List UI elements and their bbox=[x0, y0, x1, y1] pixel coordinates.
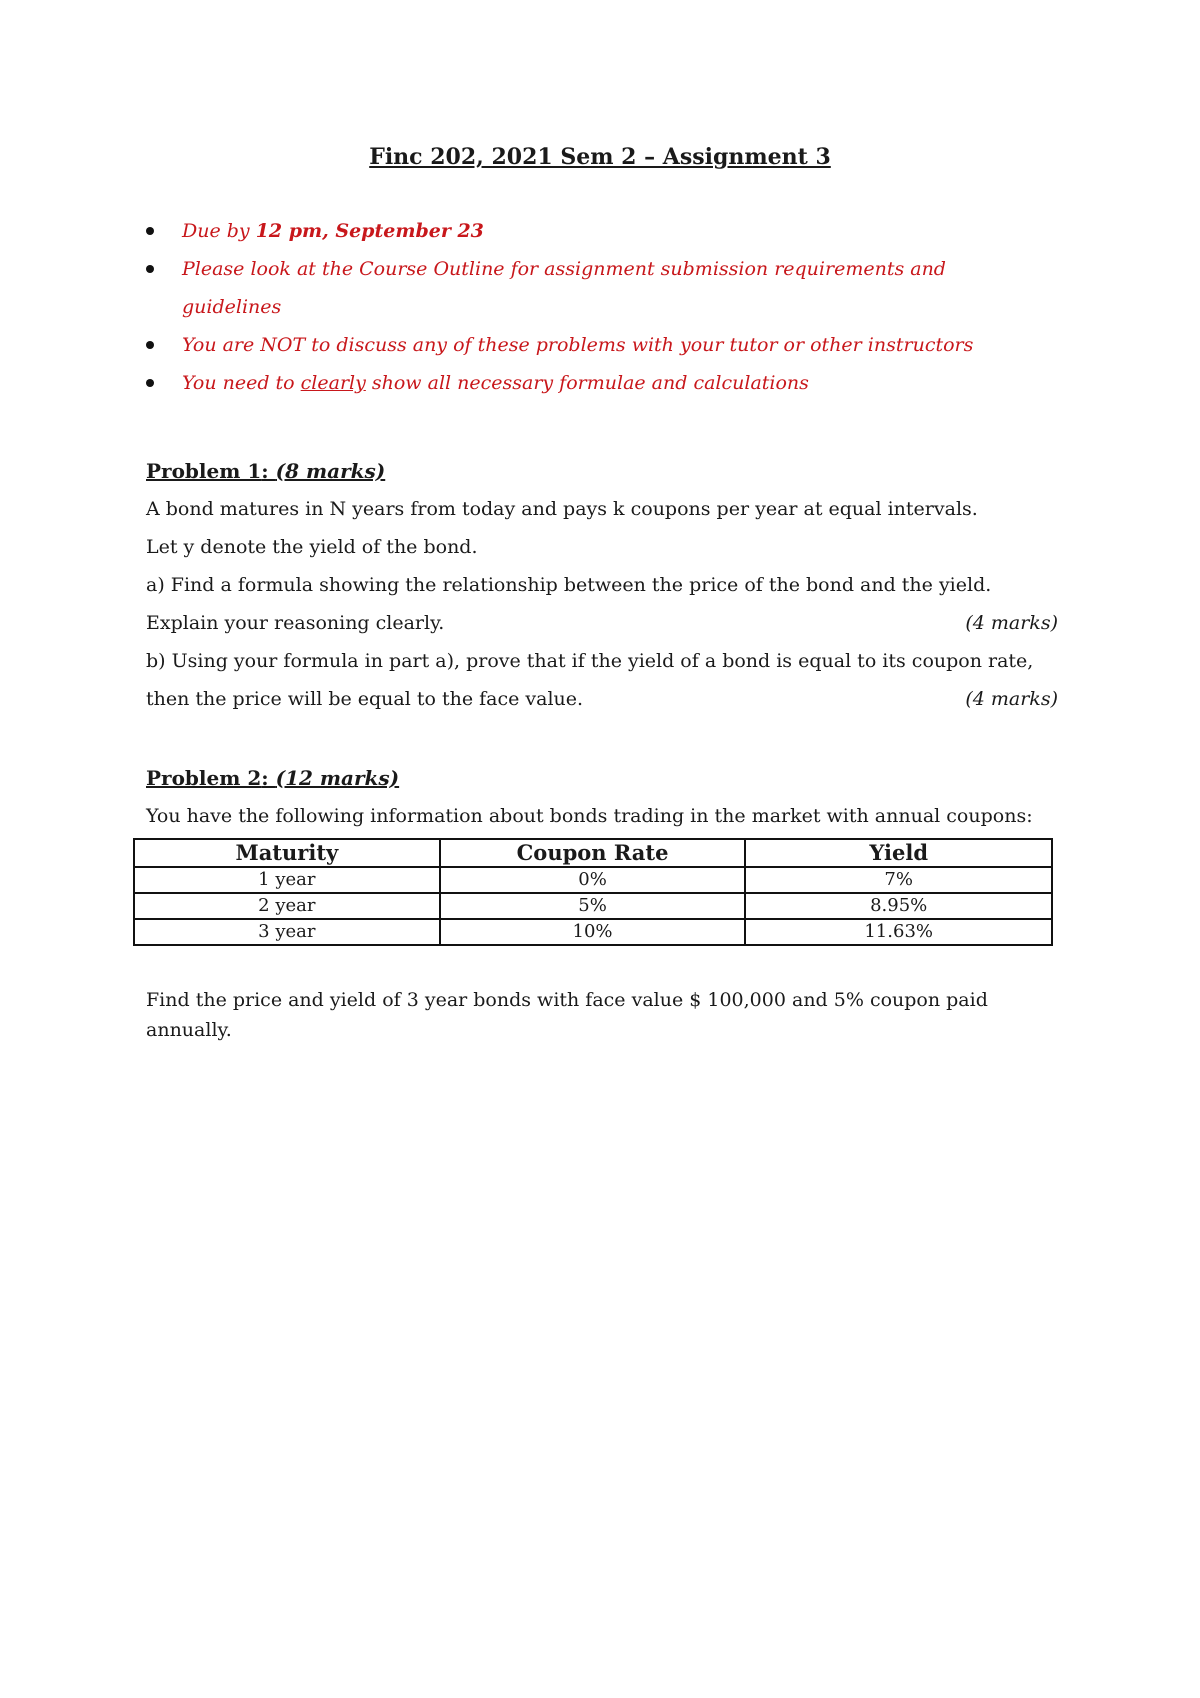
column-header-coupon-rate: Coupon Rate bbox=[440, 839, 746, 867]
bullet-icon bbox=[146, 227, 154, 235]
problem-1-section bbox=[146, 452, 1058, 718]
problem-1-part-a-end bbox=[146, 604, 1058, 642]
part-a-marks: (4 marks) bbox=[965, 612, 1058, 634]
bond-table bbox=[133, 838, 1053, 946]
instruction-course-outline bbox=[146, 250, 1046, 326]
instruction-no-discussion bbox=[146, 326, 1046, 364]
heading-colon: : bbox=[261, 766, 276, 790]
problem-1-part-a: a) Find a formula showing the relationship between the price of the bond and the yield. bbox=[146, 574, 992, 596]
instructions-list bbox=[146, 212, 1046, 402]
problem-2-section bbox=[146, 759, 1058, 835]
table-cell: 11.63% bbox=[745, 919, 1052, 945]
table-cell: 3 year bbox=[134, 919, 440, 945]
column-header-yield: Yield bbox=[745, 839, 1052, 867]
bullet-icon bbox=[146, 341, 154, 349]
problem-1-part-b: b) Using your formula in part a), prove that if the yield of a bond is equal to its coupon rate, bbox=[146, 650, 1034, 672]
instruction-text: Please look at the Course Outline for assignment submission requirements and guidelines bbox=[182, 258, 946, 318]
instruction-text-b: show all necessary formulae and calculations bbox=[365, 372, 809, 394]
problem-1-label: Problem 1 bbox=[146, 459, 262, 483]
problem-2-label: Problem 2 bbox=[146, 766, 262, 790]
problem-1-line: Explain your reasoning clearly. bbox=[146, 612, 445, 634]
problem-1-line: A bond matures in N years from today and pays k coupons per year at equal intervals. bbox=[146, 498, 978, 520]
due-date: 12 pm, September 23 bbox=[255, 220, 484, 242]
column-header-maturity: Maturity bbox=[134, 839, 440, 867]
heading-colon: : bbox=[261, 459, 276, 483]
problem-1-part-b-end bbox=[146, 680, 1058, 718]
problem-1-marks: (8 marks) bbox=[275, 459, 386, 483]
due-prefix: Due by bbox=[182, 220, 256, 242]
table-cell: 7% bbox=[745, 867, 1052, 893]
table-cell: 1 year bbox=[134, 867, 440, 893]
table-row bbox=[134, 867, 1052, 893]
problem-1-heading bbox=[146, 452, 1058, 490]
table-cell: 2 year bbox=[134, 893, 440, 919]
bullet-icon bbox=[146, 379, 154, 387]
problem-2-marks: (12 marks) bbox=[275, 766, 400, 790]
instruction-text-a: You need to bbox=[182, 372, 301, 394]
problem-2-heading bbox=[146, 759, 1058, 797]
table-row bbox=[134, 919, 1052, 945]
table-cell: 10% bbox=[440, 919, 746, 945]
instruction-show-work bbox=[146, 364, 1046, 402]
table-header-row bbox=[134, 839, 1052, 867]
instruction-due-date bbox=[146, 212, 1046, 250]
problem-2-intro: You have the following information about bonds trading in the market with annual coupons: bbox=[146, 805, 1033, 827]
instruction-emphasis: clearly bbox=[300, 372, 366, 394]
table-cell: 5% bbox=[440, 893, 746, 919]
instruction-text: You are NOT to discuss any of these problems with your tutor or other instructors bbox=[182, 334, 974, 356]
part-b-marks: (4 marks) bbox=[965, 688, 1058, 710]
table-cell: 8.95% bbox=[745, 893, 1052, 919]
table-row bbox=[134, 893, 1052, 919]
problem-2-question: Find the price and yield of 3 year bonds with face value $ 100,000 and 5% coupon paid annually. bbox=[146, 989, 988, 1041]
problem-1-line: Let y denote the yield of the bond. bbox=[146, 536, 478, 558]
document-title: Finc 202, 2021 Sem 2 – Assignment 3 bbox=[369, 144, 831, 170]
bullet-icon bbox=[146, 265, 154, 273]
table-cell: 0% bbox=[440, 867, 746, 893]
problem-1-line: then the price will be equal to the face value. bbox=[146, 688, 584, 710]
